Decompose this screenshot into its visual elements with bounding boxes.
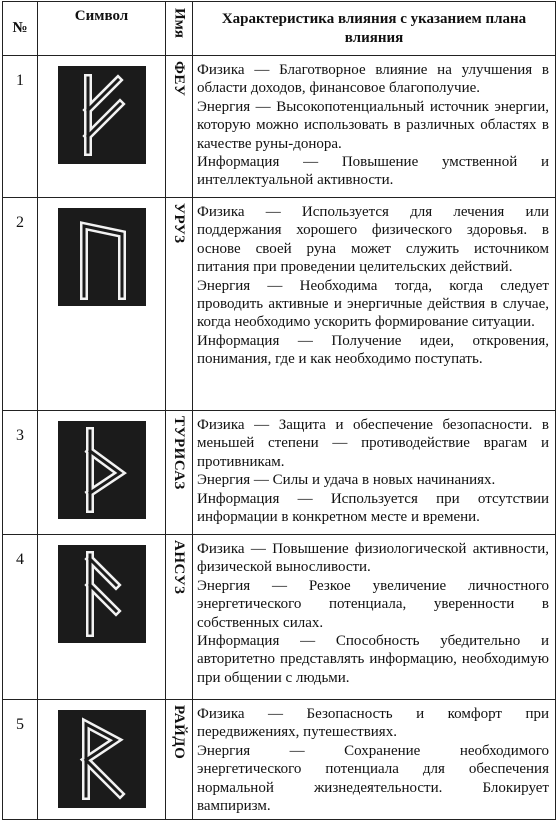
- description-line: Энергия — Резкое увеличение личностного энергетического потенциала, уверенности в собственных силах.: [197, 577, 549, 631]
- rune-name-cell: [166, 198, 193, 411]
- table-row: [3, 535, 556, 700]
- row-number: 4: [3, 535, 38, 700]
- rune-name-cell: [166, 535, 193, 700]
- description-line: Физика — Защита и обеспечение безопасности. в меньшей степени — противодействие врагам и противникам.: [197, 417, 549, 470]
- description-line: Физика — Используется для лечения или поддержания хорошего физического здоровья. в основе своей руна может служить источником питания при проведении целительских действий.: [197, 204, 549, 276]
- description-line: Энергия — Силы и удача в новых начинаниях.: [197, 472, 496, 489]
- description-cell: [193, 535, 556, 700]
- description-line: Информация — Получение идеи, откровения, понимания, где и как необходимо поступать.: [197, 332, 549, 368]
- table-row: [3, 411, 556, 535]
- symbol-cell: [38, 700, 166, 820]
- thurisaz-rune-icon: [58, 421, 146, 519]
- description-line: Информация — Повышение умственной и интеллектуальной активности.: [197, 154, 549, 189]
- uruz-rune-icon: [58, 208, 146, 306]
- description-cell: [193, 411, 556, 535]
- raido-rune-icon: [58, 710, 146, 808]
- rune-name: АНСУЗ: [171, 540, 187, 595]
- rune-name-cell: [166, 700, 193, 820]
- rune-name: ФЕУ: [171, 61, 187, 97]
- header-name: Имя: [171, 8, 188, 38]
- description-line: Физика — Повышение физиологической активности, физической выносливости.: [197, 541, 549, 576]
- header-symbol: Символ: [38, 2, 166, 56]
- description-line: Энергия — Необходима тогда, когда следует проводить активные и энергичные действия в случае, когда необходимо ускорить формирование ситуации.: [197, 277, 549, 331]
- rune-name: УРУЗ: [171, 203, 187, 244]
- header-num: №: [3, 2, 38, 56]
- description-line: Физика — Благотворное влияние на улучшения в области доходов, финансовое благополучие.: [197, 62, 549, 97]
- rune-name-cell: [166, 411, 193, 535]
- description-line: Энергия — Сохранение необходимого энергетического потенциала для обеспечения нормальной жизнедеятельности. Блокирует вампиризм.: [197, 742, 549, 815]
- fehu-rune-icon: [58, 66, 146, 164]
- runes-table: [2, 1, 556, 820]
- symbol-cell: [38, 198, 166, 411]
- description-cell: [193, 56, 556, 198]
- header-desc: Характеристика влияния с указанием плана влияния: [193, 2, 556, 56]
- header-name-cell: [166, 2, 193, 56]
- row-number: 2: [3, 198, 38, 411]
- table-row: [3, 700, 556, 820]
- rune-name: ТУРИСАЗ: [171, 416, 187, 490]
- description-line: Информация — Используется при отсутствии информации в конкретном месте и времени.: [197, 490, 549, 526]
- description-line: Энергия — Высокопотенциальный источник энергии, которую можно использовать в различных областях в качестве руны-донора.: [197, 98, 549, 152]
- description-cell: [193, 700, 556, 820]
- symbol-cell: [38, 411, 166, 535]
- ansuz-rune-icon: [58, 545, 146, 643]
- description-cell: [193, 198, 556, 411]
- symbol-cell: [38, 56, 166, 198]
- row-number: 5: [3, 700, 38, 820]
- description-line: Физика — Безопасность и комфорт при передвижениях, путешествиях.: [197, 706, 549, 741]
- row-number: 3: [3, 411, 38, 535]
- description-line: Информация — Способность убедительно и авторитетно представлять информацию, необходимую при общении с людьми.: [197, 633, 549, 686]
- rune-name: РАЙДО: [171, 705, 187, 760]
- table-row: [3, 56, 556, 198]
- table-row: [3, 198, 556, 411]
- header-row: [3, 2, 556, 56]
- row-number: 1: [3, 56, 38, 198]
- symbol-cell: [38, 535, 166, 700]
- rune-name-cell: [166, 56, 193, 198]
